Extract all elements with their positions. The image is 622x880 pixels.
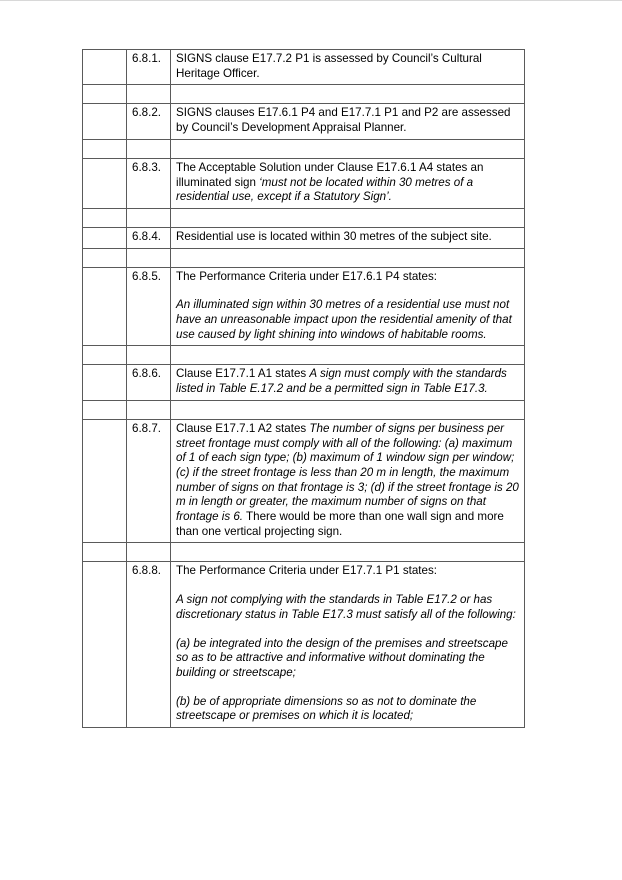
spacer-cell xyxy=(127,85,171,104)
clause-text xyxy=(171,104,525,139)
quoted-text: (b) be of appropriate dimensions so as not to dominate the streetscape or premises on which it is located; xyxy=(176,694,477,723)
margin-cell xyxy=(83,267,127,346)
body-text: Clause E17.7.1 A1 states xyxy=(176,367,310,381)
clause-text xyxy=(171,267,525,346)
spacer-cell xyxy=(171,346,525,365)
margin-cell xyxy=(83,158,127,208)
clause-text xyxy=(171,158,525,208)
body-text: Clause E17.7.1 A2 states xyxy=(176,421,310,435)
clause-paragraph xyxy=(176,637,519,681)
spacer-cell xyxy=(171,139,525,158)
clause-row xyxy=(83,419,525,543)
page-top-rule xyxy=(0,0,622,1)
clause-paragraph xyxy=(176,593,519,622)
clause-paragraph xyxy=(176,298,519,342)
clause-row xyxy=(83,562,525,728)
clause-number: 6.8.2. xyxy=(127,104,171,139)
clause-row xyxy=(83,365,525,400)
clause-text xyxy=(171,227,525,248)
spacer-cell xyxy=(83,543,127,562)
body-text: The Acceptable Solution under Clause E17.6.1 A4 states an illuminated sign xyxy=(176,160,484,189)
spacer-cell xyxy=(171,208,525,227)
clause-paragraph xyxy=(176,52,519,81)
clause-text xyxy=(171,50,525,85)
spacer-cell xyxy=(83,248,127,267)
quoted-text: The number of signs per business per street frontage must comply with all of the following: (a) maximum of 1 of each sign type; (b) maximum of 1 window sign per window; (c) if the street frontage is less than 20 m in length, the maximum number of signs on that frontage is 3; (d) if the street frontage is 20 m in length or greater, the maximum number of signs on that frontage is 6. xyxy=(176,421,519,524)
spacer-row xyxy=(83,85,525,104)
spacer-cell xyxy=(171,400,525,419)
body-text: SIGNS clause E17.7.2 P1 is assessed by Council’s Cultural Heritage Officer. xyxy=(176,52,482,80)
spacer-cell xyxy=(127,208,171,227)
spacer-cell xyxy=(127,346,171,365)
body-text: Residential use is located within 30 metres of the subject site. xyxy=(176,229,492,243)
clause-paragraph xyxy=(176,695,519,724)
clause-text xyxy=(171,419,525,543)
clause-text xyxy=(171,365,525,400)
clause-row xyxy=(83,158,525,208)
body-text: The Performance Criteria under E17.7.1 P1 states: xyxy=(176,564,437,578)
quoted-text: A sign must comply with the standards listed in Table E.17.2 and be a permitted sign in Table E17.3. xyxy=(176,367,507,396)
clause-paragraph xyxy=(176,106,519,135)
spacer-cell xyxy=(83,139,127,158)
margin-cell xyxy=(83,104,127,139)
spacer-cell xyxy=(127,400,171,419)
clause-row xyxy=(83,50,525,85)
margin-cell xyxy=(83,227,127,248)
spacer-cell xyxy=(127,248,171,267)
clause-row xyxy=(83,104,525,139)
spacer-cell xyxy=(83,85,127,104)
spacer-row xyxy=(83,139,525,158)
quoted-text: ‘must not be located within 30 metres of a residential use, except if a Statutory Sign’. xyxy=(176,175,474,204)
margin-cell xyxy=(83,50,127,85)
quoted-text: (a) be integrated into the design of the premises and streetscape so as to be attractive and informative without dominating the building or streetscape; xyxy=(176,636,508,679)
clause-paragraph xyxy=(176,367,519,396)
clause-number: 6.8.8. xyxy=(127,562,171,728)
assessment-table-body xyxy=(83,50,525,728)
clause-number: 6.8.3. xyxy=(127,158,171,208)
spacer-row xyxy=(83,346,525,365)
body-text: SIGNS clauses E17.6.1 P4 and E17.7.1 P1 and P2 are assessed by Council’s Development Appraisal Planner. xyxy=(176,106,511,135)
clause-number: 6.8.5. xyxy=(127,267,171,346)
spacer-cell xyxy=(171,248,525,267)
quoted-text: An illuminated sign within 30 metres of a residential use must not have an unreasonable impact upon the residential amenity of that use caused by light shining into windows of habitable rooms. xyxy=(176,298,512,341)
clause-number: 6.8.4. xyxy=(127,227,171,248)
clause-paragraph xyxy=(176,161,519,205)
clause-row xyxy=(83,267,525,346)
clause-paragraph xyxy=(176,270,519,285)
spacer-row xyxy=(83,400,525,419)
body-text: There would be more than one wall sign and more than one vertical projecting sign. xyxy=(176,510,504,538)
clause-row xyxy=(83,227,525,248)
spacer-cell xyxy=(171,543,525,562)
clause-number: 6.8.7. xyxy=(127,419,171,543)
margin-cell xyxy=(83,562,127,728)
spacer-cell xyxy=(127,139,171,158)
margin-cell xyxy=(83,419,127,543)
body-text: The Performance Criteria under E17.6.1 P4 states: xyxy=(176,269,437,283)
spacer-cell xyxy=(83,400,127,419)
spacer-cell xyxy=(83,346,127,365)
margin-cell xyxy=(83,365,127,400)
assessment-table xyxy=(82,49,525,728)
clause-paragraph xyxy=(176,422,519,540)
clause-paragraph xyxy=(176,564,519,579)
spacer-cell xyxy=(83,208,127,227)
clause-number: 6.8.1. xyxy=(127,50,171,85)
spacer-row xyxy=(83,543,525,562)
spacer-row xyxy=(83,248,525,267)
quoted-text: A sign not complying with the standards in Table E17.2 or has discretionary status in Table E17.3 must satisfy all of the following: xyxy=(176,593,516,621)
clause-number: 6.8.6. xyxy=(127,365,171,400)
clause-paragraph xyxy=(176,230,519,245)
spacer-cell xyxy=(127,543,171,562)
spacer-cell xyxy=(171,85,525,104)
spacer-row xyxy=(83,208,525,227)
clause-text xyxy=(171,562,525,728)
